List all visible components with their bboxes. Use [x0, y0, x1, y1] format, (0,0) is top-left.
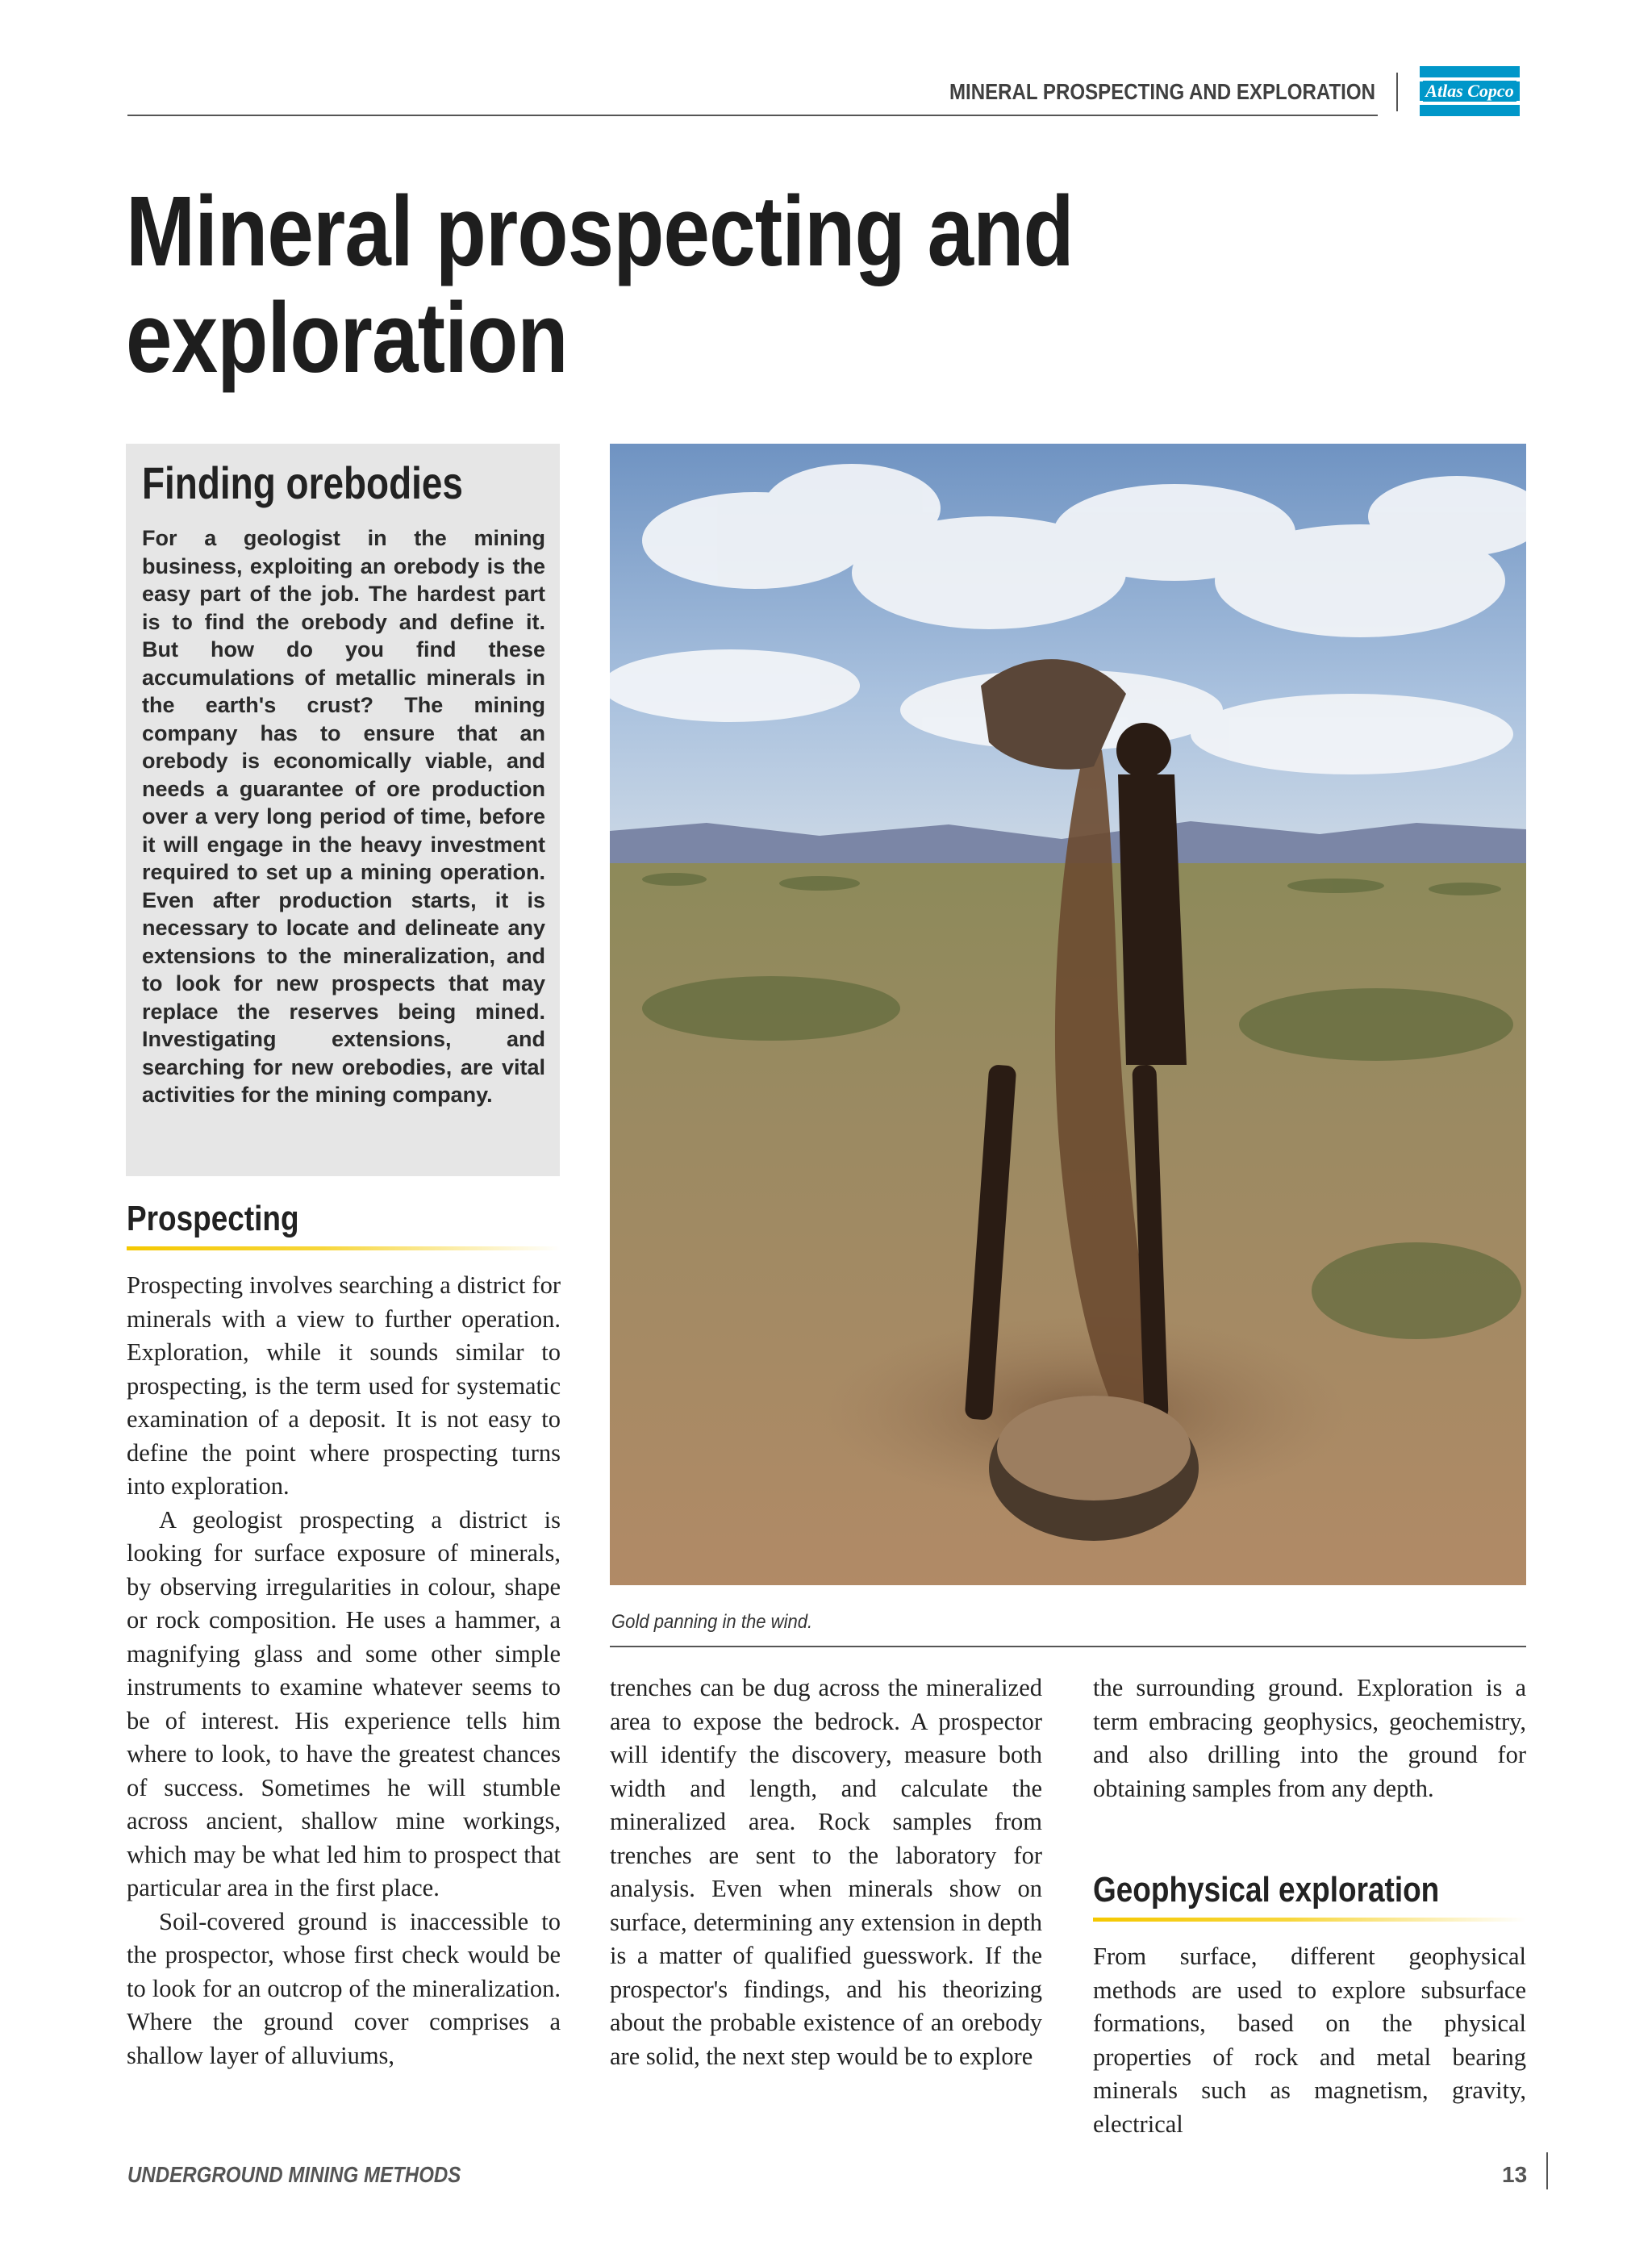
running-header: MINERAL PROSPECTING AND EXPLORATION	[949, 79, 1375, 104]
header-separator	[1396, 73, 1398, 111]
intro-heading: Finding orebodies	[142, 457, 463, 508]
logo-text: Atlas Copco	[1423, 81, 1516, 102]
prospecting-paragraph: Prospecting involves searching a district for minerals with a view to further operation. Exploration, while it sounds similar to prospecting, is the term used for systematic examination of a deposit. It is not easy to define the point where prospecting turns into exploration.	[127, 1271, 561, 1500]
atlas-copco-logo	[1420, 66, 1520, 116]
column-2-paragraph: trenches can be dug across the mineralized area to expose the bedrock. A prospector will identify the discovery, measure both width and length, and calculate the mineralized area. Rock samples from trenches are sent to the laboratory for analysis. Even when minerals show on surface, determining any extension in depth is a matter of qualified guesswork. If the prospector's findings, and his theorizing about the probable existence of an orebody are solid, the next step would be to explore	[610, 1674, 1042, 2070]
footer-separator	[1546, 2152, 1548, 2189]
geophysical-text	[1093, 1940, 1526, 2141]
intro-text: For a geologist in the mining business, exploiting an orebody is the easy part of the job. The hardest part is to find the orebody and define it. But how do you find these accumulations of metallic minerals in the earth's crust? The mining company has to ensure that an orebody is economically viable, and needs a guarantee of ore production over a very long period of time, before it will engage in the heavy investment required to set up a mining operation. Even after production starts, it is necessary to locate and delineate any extensions to the mineralization, and to look for new prospects that may replace the reserves being mined. Investigating extensions, and searching for new orebodies, are vital activities for the mining company.	[142, 526, 545, 1107]
column-3-paragraph: the surrounding ground. Exploration is a term embracing geophysics, geochemistry, and also drilling into the ground for obtaining samples from any depth.	[1093, 1674, 1526, 1802]
prospecting-body	[127, 1269, 561, 2072]
page-title: Mineral prospecting and exploration	[126, 177, 1074, 394]
prospecting-paragraph: A geologist prospecting a district is looking for surface exposure of minerals, by observing irregularities in colour, shape or rock composition. He uses a hammer, a magnifying glass and some other simple instruments to examine whatever seems to be of interest. His experience tells him where to look, to have the greatest chances of success. Sometimes he will stumble across ancient, shallow mine workings, which may be what led him to prospect that particular area in the first place.	[127, 1505, 561, 1901]
gold-panning-photo	[610, 444, 1526, 1585]
geophysical-heading-rule	[1093, 1918, 1526, 1922]
caption-rule	[610, 1646, 1526, 1647]
header-rule	[127, 115, 1378, 116]
photo-caption: Gold panning in the wind.	[611, 1611, 813, 1633]
column-2-text	[610, 1672, 1042, 2073]
prospecting-heading-rule	[127, 1246, 561, 1250]
column-3-text	[1093, 1672, 1526, 1805]
footer-book-title: UNDERGROUND MINING METHODS	[127, 2162, 461, 2187]
geophysical-heading: Geophysical exploration	[1093, 1870, 1440, 1909]
geophysical-paragraph: From surface, different geophysical methods are used to explore subsurface formations, based on the physical properties of rock and metal bearing minerals such as magnetism, gravity, electrical	[1093, 1943, 1526, 2138]
prospecting-paragraph: Soil-covered ground is inaccessible to the prospector, whose first check would be to look for an outcrop of the mineralization. Where the ground cover comprises a shallow layer of alluviums,	[127, 1907, 561, 2069]
prospecting-heading: Prospecting	[127, 1199, 299, 1238]
page-number: 13	[1502, 2162, 1528, 2187]
